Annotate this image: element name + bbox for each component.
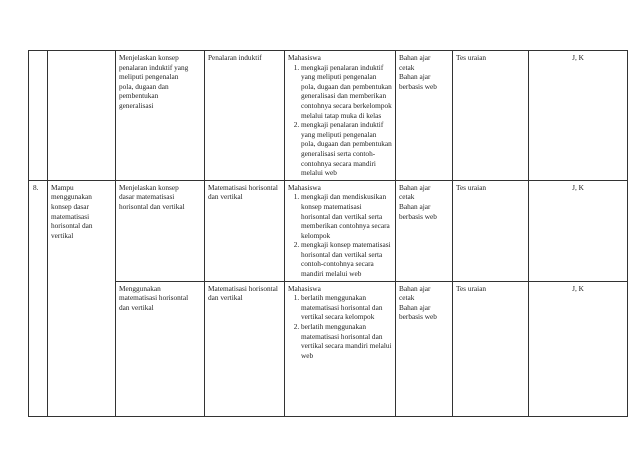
table-row: [29, 51, 628, 181]
materi-cell: Matematisasi horisontal dan vertikal: [205, 281, 285, 416]
indikator-cell: Menjelaskan konsep penalaran induktif yang meliputi pengenalan pola, dugaan dan pembentukan generalisasi: [116, 51, 205, 181]
row-number: [29, 51, 48, 181]
table-row: [29, 180, 628, 281]
table-row: [29, 281, 628, 416]
kegiatan-list: [288, 192, 392, 278]
kegiatan-intro: Mahasiswa: [288, 53, 321, 62]
kegiatan-list: [288, 293, 392, 360]
penilaian-cell: Tes uraian: [453, 281, 529, 416]
penilaian-cell: Tes uraian: [453, 180, 529, 281]
materi-cell: Penalaran induktif: [205, 51, 285, 181]
indikator-cell: Menggunakan matematisasi horisontal dan vertikal: [116, 281, 205, 416]
sumber-cell: Bahan ajar cetak Bahan ajar berbasis web: [396, 51, 453, 181]
syllabus-table: [28, 50, 628, 417]
kegiatan-intro: Mahasiswa: [288, 182, 321, 192]
kegiatan-cell: [285, 180, 396, 281]
sumber-cell: Bahan ajar cetak Bahan ajar berbasis web: [396, 180, 453, 281]
list-item: 1. mengkaji dan mendiskusikan konsep matematisasi horisontal dan vertikal serta memberikan contohnya secara kelompok: [301, 192, 392, 240]
materi-cell: Matematisasi horisontal dan vertikal: [205, 180, 285, 281]
referensi-cell: J, K: [529, 180, 628, 281]
kemampuan-cell: Mampu menggunakan konsep dasar matematisasi horisontal dan vertikal: [48, 180, 116, 416]
referensi-cell: J, K: [529, 51, 628, 181]
kegiatan-intro: Mahasiswa: [288, 283, 321, 293]
list-item: 1. berlatih menggunakan matematisasi horisontal dan vertikal secara kelompok: [301, 293, 392, 322]
kegiatan-list: [288, 63, 392, 178]
penilaian-cell: Tes uraian: [453, 51, 529, 181]
indikator-cell: Menjelaskan konsep dasar matematisasi horisontal dan vertikal: [116, 180, 205, 281]
kegiatan-cell: [285, 51, 396, 181]
list-item: 2. mengkaji konsep matematisasi horisontal dan vertikal serta contoh-contohnya secara mandiri melalui web: [301, 240, 392, 278]
referensi-cell: J, K: [529, 281, 628, 416]
kemampuan-cell: [48, 51, 116, 181]
list-item: 2. mengkaji penalaran induktif yang meliputi pengenalan pola, dugaan dan pembentukan generalisasi serta contoh-contohnya secara mandiri melalui web: [301, 120, 392, 178]
kegiatan-cell: [285, 281, 396, 416]
list-item: 1. mengkaji penalaran induktif yang meliputi pengenalan pola, dugaan dan pembentukan generalisasi dan memberikan contohnya secara berkelompok melalui tatap muka di kelas: [301, 63, 392, 121]
sumber-cell: Bahan ajar cetak Bahan ajar berbasis web: [396, 281, 453, 416]
list-item: 2. berlatih menggunakan matematisasi horisontal dan vertikal secara mandiri melalui web: [301, 322, 392, 360]
row-number: 8.: [29, 180, 48, 416]
